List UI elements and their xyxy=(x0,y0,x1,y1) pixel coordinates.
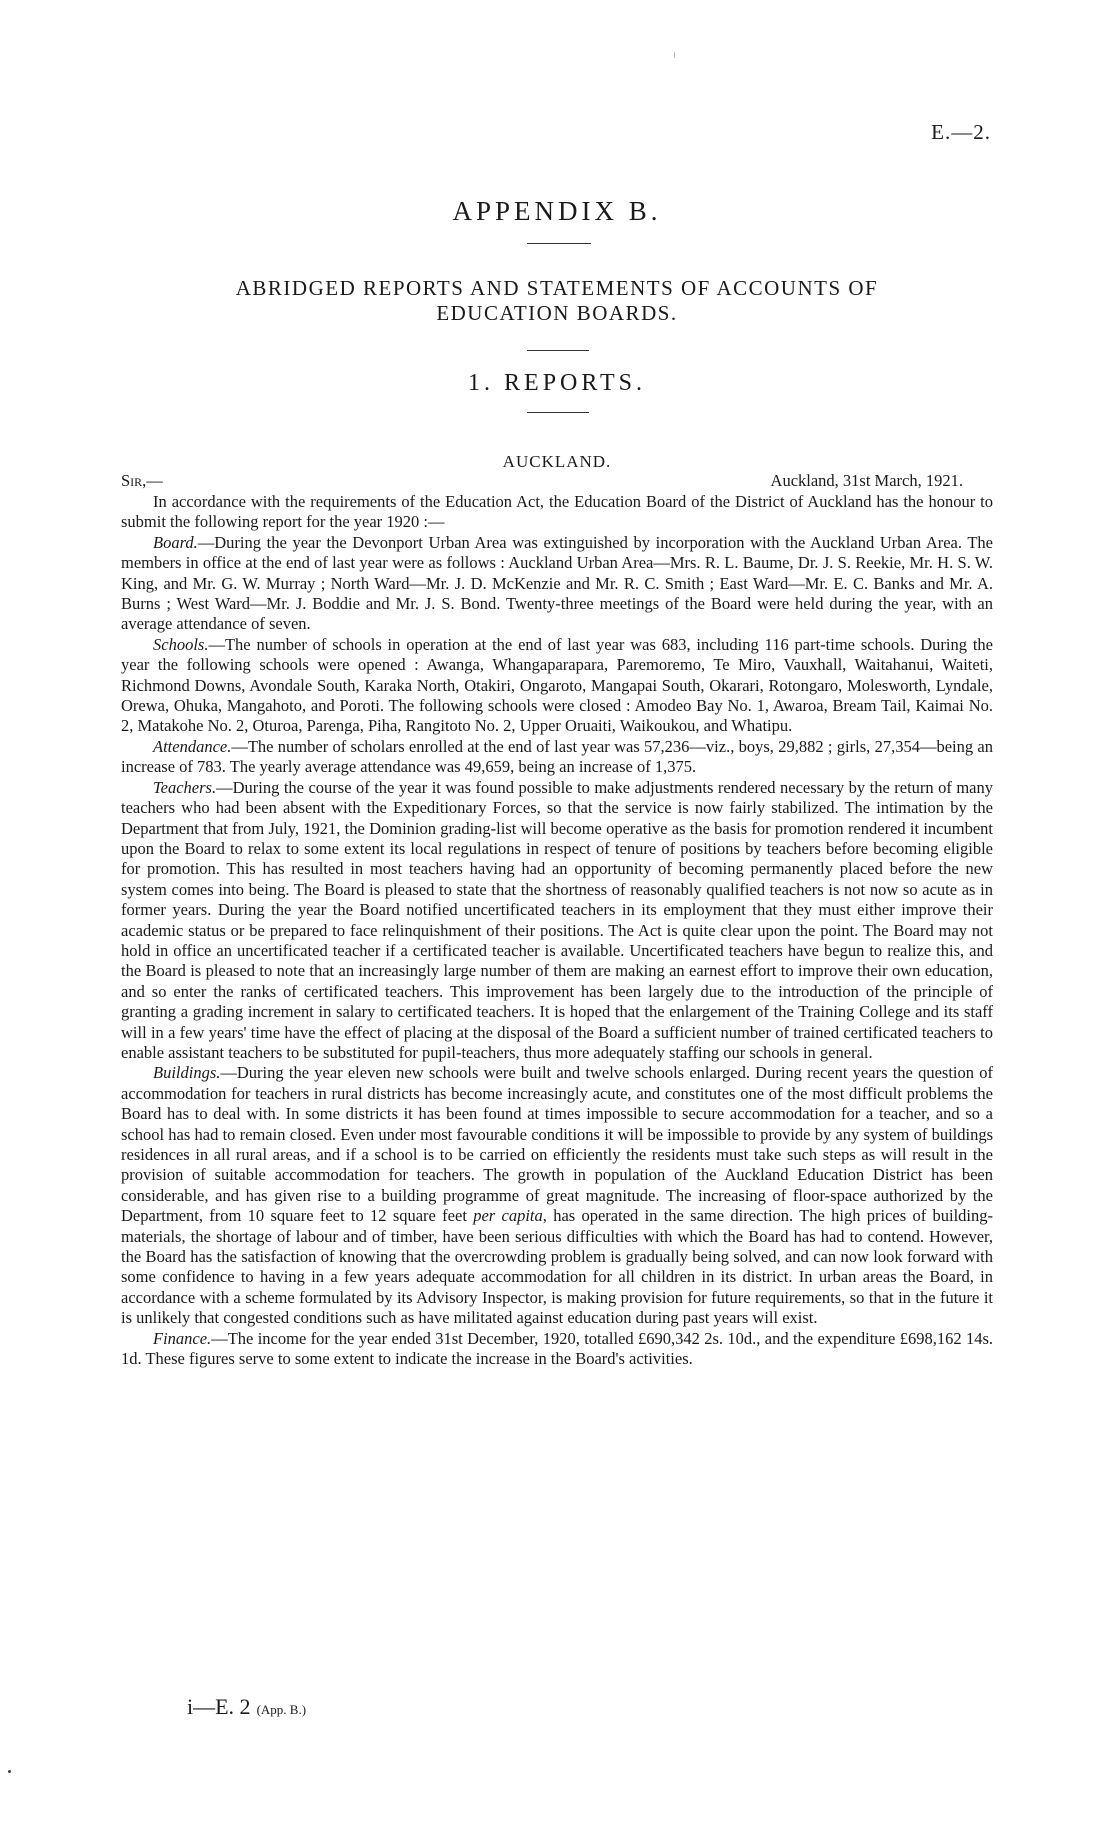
intro-paragraph: In accordance with the requirements of the Education Act, the Education Board of the District of Auckland has the honour to submit the following report for the year 1920 :— xyxy=(121,492,993,532)
paragraph-heading: Finance. xyxy=(153,1328,212,1348)
paragraph-text: —The number of scholars enrolled at the end of last year was 57,236—viz., boys, 29,882 ; girls, 27,354—being an increase of 783. The yearly average attendance was 49,659, being an increase of 1,375. xyxy=(121,736,993,777)
paragraph-attendance xyxy=(121,737,993,778)
paragraph-teachers xyxy=(121,778,993,1064)
paragraph-heading: Buildings. xyxy=(153,1063,221,1083)
paragraph-buildings xyxy=(121,1063,993,1328)
paragraph-text: —During the year the Devonport Urban Area was extinguished by incorporation with the Auckland Urban Area. The members in office at the end of last year were as follows : Auckland Urban Area—Mrs. R. L. Baume, Dr. J. S. Reekie, Mr. H. S. W. King, and Mr. G. W. Murray ; North Ward—Mr. J. D. McKenzie and Mr. R. C. Smith ; East Ward—Mr. E. C. Banks and Mr. A. Burns ; West Ward—Mr. J. Boddie and Mr. J. S. Bond. Twenty-three meetings of the Board were held during the year, with an average attendance of seven. xyxy=(121,532,993,634)
subtitle-line-1: ABRIDGED REPORTS AND STATEMENTS OF ACCOUNTS OF xyxy=(235,276,879,300)
scan-speck xyxy=(8,1770,11,1773)
title-rule xyxy=(527,243,591,244)
paragraph-text: —During the course of the year it was found possible to make adjustments rendered necessary by the return of many teachers who had been absent with the Expeditionary Forces, so that the service is now fairly stabilized. The intimation by the Department that from July, 1921, the Dominion grading-list will become operative as the basis for promotion rendered it incumbent upon the Board to relax to some extent its local regulations in respect of tenure of positions by teachers before becoming eligible for promotion. This has resulted in most teachers having had an opportunity of becoming permanently placed before the new system comes into being. The Board is pleased to state that the shortness of reasonably qualified teachers is not now so acute as in former years. During the year the Board notified uncertificated teachers in its employment that they must either improve their academic status or be prepared to face relinquishment of their positions. The Act is quite clear upon the point. The Board may not hold in office an uncertificated teacher if a certificated teacher is available. Uncertificated teachers have begun to realize this, and the Board is pleased to note that an increasingly large number of them are making an earnest effort to improve their own education, and so enter the ranks of certificated teachers. This improvement has been largely due to the introduction of the principle of granting a grading increment in salary to certificated teachers. It is hoped that the enlargement of the Training College and its staff will in a few years' time have the effect of placing at the disposal of the Board a sufficient number of trained certificated teachers to enable assistant teachers to be substituted for pupil-teachers, thus more adequately staffing our schools in general. xyxy=(121,777,993,1062)
document-reference: E.—2. xyxy=(931,120,991,144)
salutation xyxy=(121,471,163,491)
signature-mark-text: i—E. 2 xyxy=(187,1694,251,1719)
section-rule xyxy=(527,412,589,413)
report-subtitle xyxy=(150,276,964,326)
paragraph-heading: Schools. xyxy=(153,634,209,654)
subtitle-line-2: EDUCATION BOARDS. xyxy=(436,301,678,325)
scan-speck xyxy=(674,52,675,58)
subtitle-rule xyxy=(527,350,589,351)
paragraph-text: —During the year eleven new schools were built and twelve schools enlarged. During recent years the question of accommodation for teachers in rural districts has become increasingly acute, and constitutes one of the most difficult problems the Board has to deal with. In some districts it has been found at times impossible to secure accommodation for a teacher, and so a school has had to remain closed. Even under most favourable conditions it will be impossible to provide by any system of buildings residences in all rural areas, and if a school is to be carried on efficiently the residents must take such steps as will result in the provision of suitable accommodation for teachers. The growth in population of the Auckland Education District has been considerable, and has given rise to a building programme of great magnitude. The increasing of floor-space authorized by the Department, from 10 square feet to 12 square feet xyxy=(121,1063,993,1226)
region-heading: AUCKLAND. xyxy=(502,452,612,471)
report-body xyxy=(121,492,993,1369)
paragraph-text: , has operated in the same direction. The high prices of building-materials, the shortage of labour and of timber, have been serious difficulties with which the Board has had to contend. However, the Board has the satisfaction of knowing that the overcrowding problem is gradually being solved, and can now look forward with some confidence to having in a few years adequate accommodation for all children in its district. In urban areas the Board, in accordance with a scheme formulated by its Advisory Inspector, is making provision for future requirements, so that in the future it is unlikely that congested conditions such as have militated against education during past years will exist. xyxy=(121,1206,993,1328)
section-heading: 1. REPORTS. xyxy=(468,370,646,396)
salutation-text: Sir,— xyxy=(121,471,163,490)
paragraph-finance xyxy=(121,1329,993,1370)
signature-note: (App. B.) xyxy=(256,1702,307,1717)
paragraph-board xyxy=(121,533,993,635)
paragraph-schools xyxy=(121,635,993,737)
paragraph-heading: Attendance. xyxy=(153,736,232,756)
paragraph-heading: Board. xyxy=(153,532,198,552)
appendix-title: APPENDIX B. xyxy=(452,196,662,226)
signature-mark xyxy=(187,1694,306,1720)
paragraph-italic: per capita xyxy=(473,1206,543,1226)
dateline: Auckland, 31st March, 1921. xyxy=(770,471,963,490)
paragraph-heading: Teachers. xyxy=(153,777,217,797)
paragraph-text: —The income for the year ended 31st December, 1920, totalled £690,342 2s. 10d., and the expenditure £698,162 14s. 1d. These figures serve to some extent to indicate the increase in the Board's activities. xyxy=(121,1328,993,1369)
paragraph-text: —The number of schools in operation at the end of last year was 683, including 116 part-time schools. During the year the following schools were opened : Awanga, Whangaparapara, Paremoremo, Te Miro, Vauxhall, Waitahanui, Waiteti, Richmond Downs, Avondale South, Karaka North, Otakiri, Ongaroto, Mangapai South, Okarari, Rotongaro, Molesworth, Lyndale, Orewa, Ohuka, Mangahoto, and Poroti. The following schools were closed : Amodeo Bay No. 1, Awaroa, Bream Tail, Kaimai No. 2, Matakohe No. 2, Oturoa, Parenga, Piha, Rangitoto No. 2, Upper Oruaiti, Waikoukou, and Whatipu. xyxy=(121,634,993,736)
